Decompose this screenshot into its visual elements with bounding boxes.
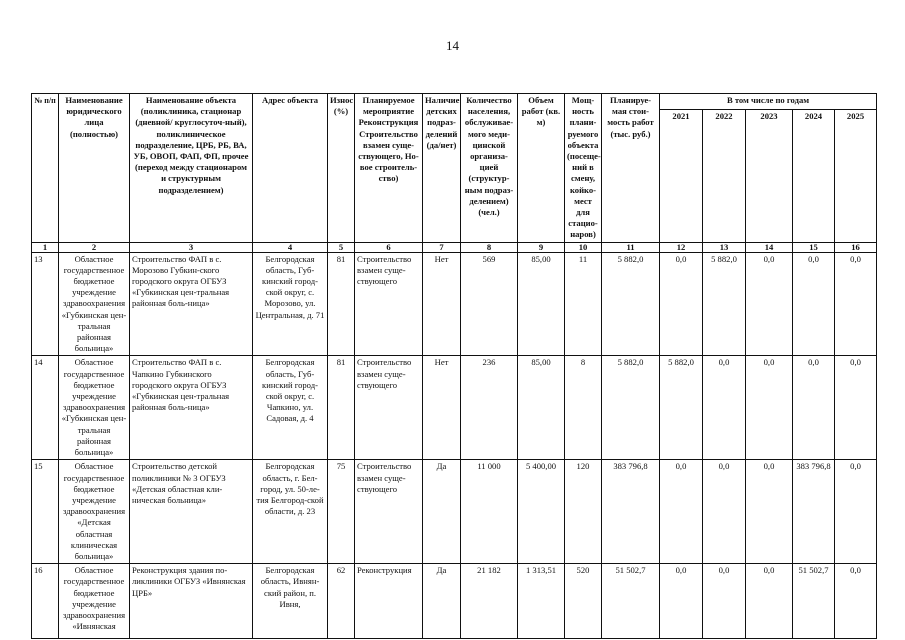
row-number: 13 — [32, 252, 59, 356]
wear-percent: 62 — [328, 564, 355, 639]
planned-measure: Строительство взамен суще-ствующего — [355, 252, 423, 356]
column-number: 2 — [59, 242, 130, 252]
year-2025-value: 0,0 — [835, 252, 877, 356]
work-volume: 1 313,51 — [518, 564, 565, 639]
investment-table — [31, 93, 877, 639]
year-2023-value: 0,0 — [746, 252, 793, 356]
year-2021-value: 0,0 — [660, 460, 703, 564]
column-number: 1 — [32, 242, 59, 252]
table-row — [32, 564, 877, 639]
object-address: Белгородская область, Губ-кинский город-ской округ, с. Чапкино, ул. Садовая, д. 4 — [253, 356, 328, 460]
header-year-2025: 2025 — [835, 109, 877, 242]
year-2024-value: 0,0 — [793, 252, 835, 356]
object-name: Строительство ФАП в с. Морозово Губкин-ского городского округа ОГБУЗ «Губкинская цен-тральная районная боль-ница» — [130, 252, 253, 356]
planned-capacity: 8 — [565, 356, 602, 460]
children-units: Да — [423, 460, 461, 564]
work-volume: 85,00 — [518, 356, 565, 460]
column-number: 7 — [423, 242, 461, 252]
wear-percent: 81 — [328, 356, 355, 460]
year-2025-value: 0,0 — [835, 460, 877, 564]
legal-entity: Областное государственное бюджетное учреждение здравоохранения «Губкинская цен-тральная районная больница» — [59, 356, 130, 460]
object-address: Белгородская область, г. Бел-город, ул. 50-ле-тия Белгород-ской области, д. 23 — [253, 460, 328, 564]
year-2024-value: 51 502,7 — [793, 564, 835, 639]
table-row — [32, 460, 877, 564]
population-served: 11 000 — [461, 460, 518, 564]
legal-entity: Областное государственное бюджетное учреждение здравоохранения «Детская областная клиническая больница» — [59, 460, 130, 564]
column-number: 6 — [355, 242, 423, 252]
year-2022-value: 0,0 — [703, 356, 746, 460]
planned-measure: Строительство взамен суще-ствующего — [355, 356, 423, 460]
column-number: 5 — [328, 242, 355, 252]
population-served: 569 — [461, 252, 518, 356]
column-number: 10 — [565, 242, 602, 252]
column-number: 13 — [703, 242, 746, 252]
table-row — [32, 252, 877, 356]
column-number: 4 — [253, 242, 328, 252]
object-name: Реконструкция здания по-ликлиники ОГБУЗ «Ивнянская ЦРБ» — [130, 564, 253, 639]
header-year-2023: 2023 — [746, 109, 793, 242]
planned-cost: 51 502,7 — [602, 564, 660, 639]
planned-measure: Реконструкция — [355, 564, 423, 639]
row-number: 15 — [32, 460, 59, 564]
planned-capacity: 520 — [565, 564, 602, 639]
object-name: Строительство детской поликлиники № 3 ОГБУЗ «Детская областная кли-ническая больница» — [130, 460, 253, 564]
work-volume: 85,00 — [518, 252, 565, 356]
header-capacity: Мощ-ность плани-руемого объекта (посеще-ний в смену, койко-мест для стацио-наров) — [565, 94, 602, 243]
header-year-2024: 2024 — [793, 109, 835, 242]
year-2021-value: 5 882,0 — [660, 356, 703, 460]
header-wear: Износ (%) — [328, 94, 355, 243]
planned-cost: 5 882,0 — [602, 356, 660, 460]
column-number: 8 — [461, 242, 518, 252]
wear-percent: 75 — [328, 460, 355, 564]
header-year-2021: 2021 — [660, 109, 703, 242]
year-2023-value: 0,0 — [746, 356, 793, 460]
header-object: Наименование объекта (поликлиника, стационар (дневной/ круглосуточ-ный), поликлиническое подразделение, ЦРБ, РБ, ВА, УБ, ОВОП, ФАП, ФП, прочее (переход между стационаром и структурным подразделением) — [130, 94, 253, 243]
year-2022-value: 0,0 — [703, 460, 746, 564]
population-served: 21 182 — [461, 564, 518, 639]
column-number: 9 — [518, 242, 565, 252]
year-2022-value: 5 882,0 — [703, 252, 746, 356]
planned-capacity: 11 — [565, 252, 602, 356]
legal-entity: Областное государственное бюджетное учреждение здравоохранения «Губкинская цен-тральная районная больница» — [59, 252, 130, 356]
column-number: 16 — [835, 242, 877, 252]
population-served: 236 — [461, 356, 518, 460]
year-2023-value: 0,0 — [746, 564, 793, 639]
column-number: 14 — [746, 242, 793, 252]
row-number: 16 — [32, 564, 59, 639]
year-2023-value: 0,0 — [746, 460, 793, 564]
wear-percent: 81 — [328, 252, 355, 356]
header-address: Адрес объекта — [253, 94, 328, 243]
column-number: 3 — [130, 242, 253, 252]
header-measure: Планируемое мероприятие Реконструкция Строительство взамен суще-ствующего, Но-вое строитель-ство) — [355, 94, 423, 243]
year-2024-value: 383 796,8 — [793, 460, 835, 564]
column-number: 15 — [793, 242, 835, 252]
year-2025-value: 0,0 — [835, 564, 877, 639]
planned-measure: Строительство взамен суще-ствующего — [355, 460, 423, 564]
header-population: Количество населения, обслуживае-мого меди-цинской организа-цией (структур-ным подраз-делением) (чел.) — [461, 94, 518, 243]
year-2022-value: 0,0 — [703, 564, 746, 639]
column-number-row — [32, 242, 877, 252]
header-row — [32, 94, 877, 110]
object-name: Строительство ФАП в с. Чапкино Губкинского городского округа ОГБУЗ «Губкинская цен-тральная районная боль-ница» — [130, 356, 253, 460]
year-2021-value: 0,0 — [660, 564, 703, 639]
work-volume: 5 400,00 — [518, 460, 565, 564]
header-cost: Планируе-мая стои-мость работ (тыс. руб.) — [602, 94, 660, 243]
column-number: 12 — [660, 242, 703, 252]
legal-entity: Областное государственное бюджетное учреждение здравоохранения «Ивнянская — [59, 564, 130, 639]
planned-cost: 383 796,8 — [602, 460, 660, 564]
row-number: 14 — [32, 356, 59, 460]
children-units: Нет — [423, 356, 461, 460]
page-number: 14 — [446, 38, 459, 53]
year-2025-value: 0,0 — [835, 356, 877, 460]
header-children: Наличие детских подраз-делений (да/нет) — [423, 94, 461, 243]
year-2024-value: 0,0 — [793, 356, 835, 460]
planned-cost: 5 882,0 — [602, 252, 660, 356]
children-units: Нет — [423, 252, 461, 356]
object-address: Белгородская область, Ивнян-ский район, п. Ивня, — [253, 564, 328, 639]
object-address: Белгородская область, Губ-кинский город-ской округ, с. Морозово, ул. Центральная, д. 71 — [253, 252, 328, 356]
children-units: Да — [423, 564, 461, 639]
year-2021-value: 0,0 — [660, 252, 703, 356]
column-number: 11 — [602, 242, 660, 252]
planned-capacity: 120 — [565, 460, 602, 564]
header-volume: Объем работ (кв. м) — [518, 94, 565, 243]
table-row — [32, 356, 877, 460]
header-years-group: В том числе по годам — [660, 94, 877, 110]
header-year-2022: 2022 — [703, 109, 746, 242]
header-num: № п/п — [32, 94, 59, 243]
header-entity: Наименование юридического лица (полностью) — [59, 94, 130, 243]
